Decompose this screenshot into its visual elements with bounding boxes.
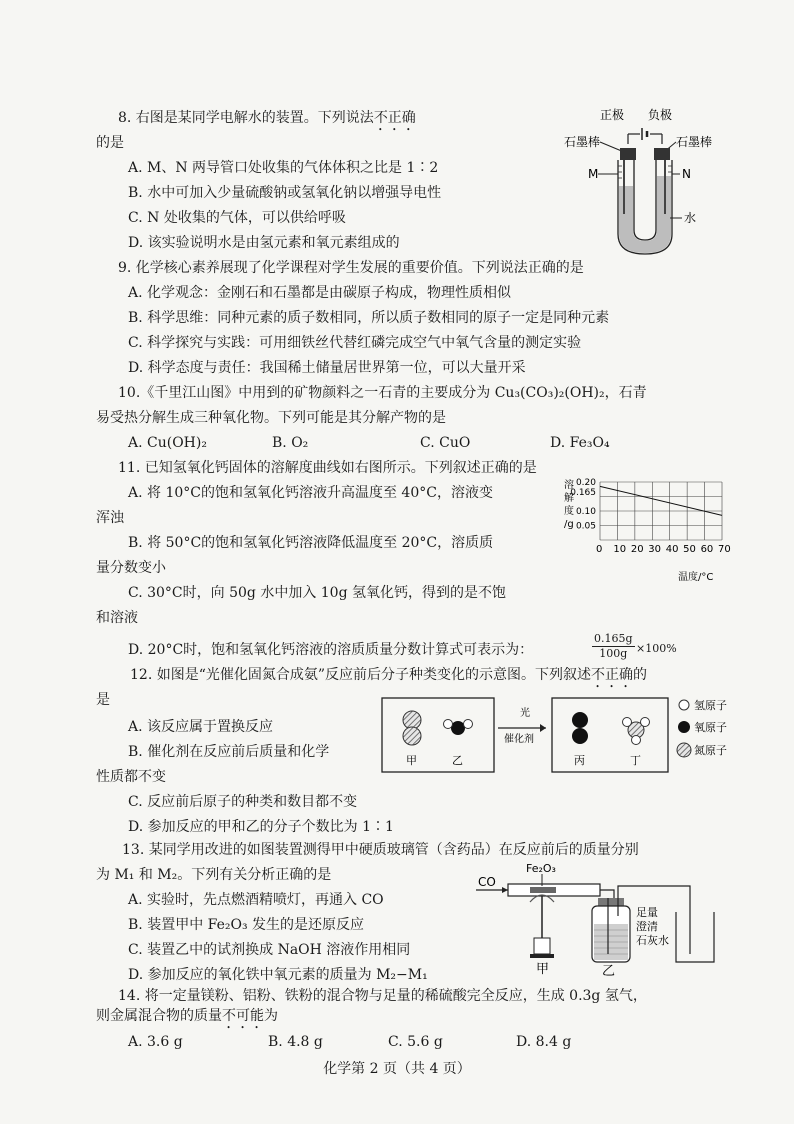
- fraction-numerator: 0.165g: [594, 632, 633, 645]
- jia-label: 甲: [406, 754, 417, 767]
- light-label: 光: [520, 708, 530, 719]
- q8-emphasis: 不正确: [373, 110, 416, 126]
- bing-label: 丙: [574, 754, 585, 767]
- q10-option-d: D. Fe₃O₄: [550, 435, 610, 451]
- q10-stem-line1: 10.《千里江山图》中用到的矿物颜料之一石青的主要成分为 Cu₃(CO₃)₂(OH)₂，石青: [118, 385, 647, 401]
- fe2o3-sample: [530, 887, 556, 893]
- y-tick-label: 0.165: [570, 488, 596, 499]
- legend-n-icon: [677, 743, 691, 757]
- reactant-box: [382, 698, 494, 772]
- q8-option-d: D. 该实验说明水是由氢元素和氧元素组成的: [128, 235, 400, 251]
- x-tick-label: 70: [718, 544, 731, 555]
- y-tick-label: 0.10: [575, 507, 596, 517]
- x-tick-label: 20: [630, 544, 644, 555]
- y-tick-label: 0.20: [575, 478, 596, 488]
- negative-label: 负极: [648, 108, 673, 122]
- graphite-right-label: 石墨棒: [676, 135, 713, 149]
- q14-stem-line1: 14. 将一定量镁粉、铝粉、铁粉的混合物与足量的稀硫酸完全反应，生成 0.3g 氢气，: [118, 988, 647, 1004]
- q8-option-c: C. N 处收集的气体，可以供给呼吸: [128, 210, 346, 226]
- lime-water-label-2: 澄清: [636, 920, 658, 933]
- h-atom: [641, 718, 650, 727]
- lime-water-label-1: 足量: [636, 906, 658, 919]
- q11-option-c-line1: C. 30°C时，向 50g 水中加入 10g 氢氧化钙，得到的是不饱: [128, 585, 506, 601]
- x-axis-label: 温度/°C: [678, 572, 714, 582]
- h-atom: [464, 720, 473, 729]
- q14-emphasis: 不可能: [222, 1008, 264, 1024]
- q10-stem-line2: 易受热分解生成三种氧化物。下列可能是其分解产物的是: [96, 410, 446, 426]
- alcohol-lamp: [534, 938, 550, 954]
- q10-option-a: A. Cu(OH)₂: [128, 435, 207, 451]
- y-axis-label: 溶解度/g: [556, 472, 560, 473]
- q9-stem: 9. 化学核心素养展现了化学课程对学生发展的重要价值。下列说法正确的是: [118, 260, 584, 276]
- q10-option-b: B. O₂: [272, 435, 309, 451]
- h-atom: [623, 718, 632, 727]
- q13-option-b: B. 装置甲中 Fe₂O₃ 发生的是还原反应: [128, 917, 365, 933]
- legend-o-label: 氧原子: [694, 721, 727, 734]
- n-label: N: [682, 167, 691, 181]
- q12-stem: 12. 如图是“光催化固氮合成氨”反应前后分子种类变化的示意图。下列叙述不正确的: [130, 667, 648, 683]
- q14-stem-line2: 则金属混合物的质量不可能为: [96, 1008, 278, 1024]
- q12-option-d: D. 参加反应的甲和乙的分子个数比为 1∶1: [128, 819, 394, 835]
- fraction-denominator: 100g: [599, 647, 628, 660]
- page-footer: 化学第 2 页（共 4 页）: [323, 1061, 471, 1077]
- q12-option-b: B. 催化剂在反应前后质量和化学: [128, 744, 330, 760]
- q9-option-c: C. 科学探究与实践：可用细铁丝代替红磷完成空气中氧气含量的测定实验: [128, 335, 582, 351]
- lime-water-label-3: 石灰水: [636, 934, 669, 947]
- ylabel-char-2: 解: [564, 493, 574, 504]
- q14-option-a: A. 3.6 g: [128, 1034, 183, 1050]
- solubility-chart: [556, 472, 736, 582]
- water-label: 水: [684, 211, 697, 225]
- q14-option-c: C. 5.6 g: [388, 1034, 443, 1050]
- ylabel-char-1: 溶: [564, 480, 574, 491]
- q12-emphasis: 不正确: [591, 667, 634, 683]
- catalyst-label: 催化剂: [504, 734, 534, 745]
- q13-stem-line1: 13. 某同学用改进的如图装置测得甲中硬质玻璃管（含药品）在反应前后的质量分别: [122, 842, 639, 858]
- q12-option-c: C. 反应前后原子的种类和数目都不变: [128, 794, 358, 810]
- q13-option-c: C. 装置乙中的试剂换成 NaOH 溶液作用相同: [128, 942, 411, 958]
- x-tick-label: 40: [665, 544, 679, 555]
- q8-stem: 8. 右图是某同学电解水的装置。下列说法不正确: [118, 110, 416, 126]
- q12-option-b-line2: 性质都不变: [96, 769, 166, 785]
- o-atom: [572, 728, 588, 744]
- legend-o-icon: [678, 721, 690, 733]
- jia-apparatus-label: 甲: [536, 962, 550, 977]
- q11-fraction: [592, 632, 635, 661]
- q11-option-b-line1: B. 将 50°C的饱和氢氧化钙溶液降低温度至 20°C，溶质质: [128, 535, 494, 551]
- q13-stem-line2: 为 M₁ 和 M₂。下列有关分析正确的是: [96, 867, 332, 883]
- x-tick-label: 0: [596, 544, 603, 555]
- n-atom: [403, 727, 421, 745]
- electrolysis-diagram: [558, 104, 738, 264]
- x-tick-label: 50: [683, 544, 696, 555]
- q9-option-a: A. 化学观念：金刚石和石墨都是由碳原子构成，物理性质相似: [128, 285, 512, 301]
- h-atom: [632, 736, 641, 745]
- q8-option-a: A. M、N 两导管口处收集的气体体积之比是 1∶2: [128, 160, 439, 176]
- q10-option-c: C. CuO: [420, 435, 471, 451]
- q11-stem: 11. 已知氢氧化钙固体的溶解度曲线如右图所示。下列叙述正确的是: [118, 460, 537, 476]
- stopper: [598, 898, 624, 906]
- legend-h-label: 氢原子: [694, 699, 727, 712]
- q12-stem-line2: 是: [96, 692, 110, 708]
- q11-option-a-line1: A. 将 10°C的饱和氢氧化钙溶液升高温度至 40°C，溶液变: [128, 485, 493, 501]
- q11-option-d: D. 20°C时，饱和氢氧化钙溶液的溶质质量分数计算式可表示为：: [128, 642, 534, 658]
- legend-n-label: 氮原子: [694, 744, 727, 757]
- q14-option-d: D. 8.4 g: [516, 1034, 572, 1050]
- product-box: [552, 698, 668, 772]
- q13-option-d: D. 参加反应的氧化铁中氧元素的质量为 M₂−M₁: [128, 967, 428, 983]
- q11-option-c-line2: 和溶液: [96, 610, 138, 626]
- graphite-left-label: 石墨棒: [564, 135, 601, 149]
- m-label: M: [588, 167, 599, 181]
- positive-label: 正极: [600, 108, 625, 122]
- co-label: CO: [478, 875, 496, 889]
- y-tick-label: 0.05: [575, 521, 596, 532]
- beaker: [676, 912, 714, 962]
- q12-option-a: A. 该反应属于置换反应: [128, 719, 274, 735]
- x-tick-label: 10: [613, 544, 627, 555]
- h-atom: [444, 720, 453, 729]
- x-tick-label: 30: [648, 544, 662, 555]
- yi-label: 乙: [452, 754, 463, 767]
- molecule-diagram: [380, 692, 750, 778]
- q11-option-b-line2: 量分数变小: [96, 560, 166, 576]
- ylabel-char-3: 度: [564, 506, 574, 517]
- ylabel-char-4: /g: [564, 519, 574, 530]
- q9-option-d: D. 科学态度与责任：我国稀土储量居世界第一位，可以大量开采: [128, 360, 526, 376]
- yi-apparatus-label: 乙: [602, 964, 616, 978]
- q8-stem-line2: 的是: [96, 135, 124, 151]
- ding-label: 丁: [630, 754, 641, 767]
- q13-option-a: A. 实验时，先点燃酒精喷灯，再通入 CO: [128, 892, 384, 908]
- q9-option-b: B. 科学思维：同种元素的质子数相同，所以质子数相同的原子一定是同种元素: [128, 310, 610, 326]
- x-tick-label: 60: [700, 544, 714, 555]
- legend-h-icon: [679, 700, 689, 710]
- q8-option-b: B. 水中可加入少量硫酸钠或氢氧化钠以增强导电性: [128, 185, 442, 201]
- q11-option-a-line2: 浑浊: [96, 510, 124, 526]
- o-atom: [572, 712, 588, 728]
- q14-option-b: B. 4.8 g: [268, 1034, 323, 1050]
- o-atom: [451, 721, 465, 735]
- fe2o3-label: Fe₂O₃: [526, 862, 556, 875]
- co-reduction-apparatus: [472, 858, 742, 978]
- fraction-tail: ×100%: [636, 642, 677, 655]
- n-atom: [403, 711, 421, 729]
